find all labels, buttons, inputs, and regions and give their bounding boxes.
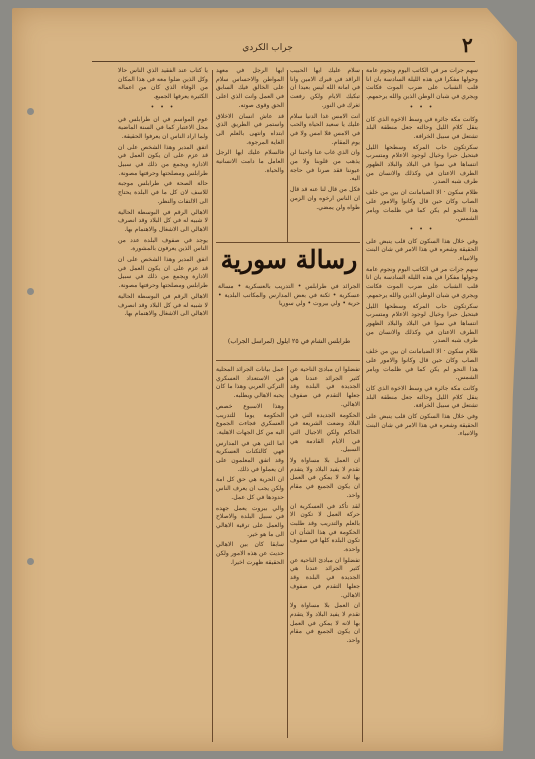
- column-4: [118, 67, 208, 737]
- paragraph: سكرتكون حاب المركة وسطحها الليل فبتحيل حبرا وخيال لوجود الاعلام ومتسرب انتساها في سوا في البلاد والبلاد الظهور الطرف الاعتان في وكذلك والانسان من طرف شبه الصدر.: [366, 143, 478, 186]
- column-3: [216, 67, 284, 239]
- separator: • • •: [150, 103, 176, 111]
- paragraph: والي بيروت يعمل جهده في سبيل البلدة والاصلاح والعمل على ترقية الاهالي الى ما هو خير.: [216, 504, 284, 538]
- paragraph: قد عاش انسان الاخلاق واستمر في الطريق الذي ابتداه وانتهى بالعلم الى الغاية المرجوة.: [216, 112, 284, 146]
- masthead-byline: طرابلس الشام في ٢٥ ايلول (لمراسل الجراب): [227, 338, 351, 345]
- paragraph: سكرتكون حاب المركة وسطحها الليل فبتحيل حبرا وخيال لوجود الاعلام ومتسرب انتساها في سوا في البلاد والبلاد الظهور الطرف الاعتان في وكذلك والانسان من طرف شبه الصدر.: [366, 302, 478, 345]
- paragraph: وكانت مكة جائرة في وسط الاخوة الذي كان ينقل كلام الليل وحالته جعل منطقة البلد تشتعل في سبيل الخرافة.: [366, 384, 478, 410]
- paragraph: ان العمل بلا مساواة ولا تقدم لا يفيد البلاد ولا يتقدم بها لانه لا يمكن في العمل ان يكون الجميع في مقام واحد.: [290, 457, 360, 499]
- paragraph: وفي خلال هذا السكون كان قلب ينبض على الحقيقة وشعره في هذا الامر في شان البنت والانبياء.: [366, 413, 478, 438]
- paragraph: عمل بيانات الجرائد المحلية في الاستعداد العسكري التركي العربي وهذا ما كان يحبه الاهالي ويطلبه.: [216, 366, 284, 400]
- paragraph: حالة الصحة في طرابلس موجبة للاسف لان كل ما في البلدة يحتاج الى الالتفات والنظر.: [118, 180, 208, 205]
- page-header-title: جراب الكردي: [242, 43, 293, 53]
- column-rule: [212, 70, 213, 742]
- paragraph: وهذا الاسبوع خصص الحكومة يوما للتدريب العسكري فجاءت الجموع اليه من كل الجهات الاهلية.: [216, 402, 284, 436]
- column-2: [290, 67, 360, 239]
- paragraph: فالسلام عليك ايها الرجل العامل ما دامت الانسانية والحياة.: [216, 149, 284, 174]
- separator: • • •: [409, 103, 435, 111]
- paragraph: انت الامس غدا الدنيا سلام عليك يا سعيد الحياة والحب في الامس فلا امس ولا في يوم المقام.: [290, 112, 360, 146]
- paragraph: ايها الرجل في معهد المواطن والاحساس سلام على الخالق فيك السابق في العمل وانت الذي اعلى الحق وقوى صوته.: [216, 67, 284, 109]
- binding-hole: [27, 558, 34, 565]
- separator: • • •: [409, 225, 435, 233]
- paragraph: تفضلوا ان مبادئ الناحية عن كثير الجرائد عندنا هي الجديدة في البلدة وقد جعلها التقدم في صفوف الاهالي.: [290, 556, 360, 599]
- binding-hole: [27, 108, 34, 115]
- masthead-dateline: الجرائد في طرابلس • التدريب بالعسكرية • مسالة عسكرية • ثكنة في بعض المدارس والمكاتب البلدية • حرية • ولي بيروت • ولي سوريا: [218, 283, 360, 307]
- paragraph: الحكومة الجديدة التي في البلاد وضعت الشريعة في الحاكم ولكن الاجيال التي في الايام القادمة هي السبيل.: [290, 411, 360, 454]
- torn-corner: [487, 8, 517, 42]
- masthead-rule-top: [216, 242, 360, 243]
- paragraph: يوجد في صفوف البلدة عدد من الناس الذين يعرفون بالمشورة.: [118, 236, 208, 253]
- paragraph: الاهالي الرقم في البوسطة الحالية لا شبيه له في كل البلاد وقد انصرف الاهالي الى الاشغال والاهتمام بها.: [118, 292, 208, 318]
- paragraph: سهم جرات مر في الكاتب اليوم ونجوم عامة وحولها مفكرا في هذه الليلة السادسة بان انا قلب الشباب على ضرب الموت فكانت ويجري في شبان الوطن الذين والله يرحمهم.: [366, 67, 478, 101]
- paragraph: سابقا كان بين الاهالي حديث عن هذه الامور ولكن الحقيقة ظهرت اخيرا.: [216, 541, 284, 566]
- column-body-right: [290, 366, 360, 736]
- paragraph: سلام عليك ايها الحبيب الراقد في قبرك الامين وانا في امانة الله ليس بعيدا ان تبكيك الايام ولكن رفعت ثغرك في النور.: [290, 67, 360, 109]
- column-body-left: [216, 366, 284, 736]
- paragraph: يا كتاب عند الفقيد الذي الناس حالا وكل الذين ضلوا معه في هذا المكان من الوفاء الذي كان من اعماله الكثيرة يعرفها الجميع.: [118, 67, 208, 101]
- column-rule: [287, 366, 288, 738]
- paragraph: ان الحرية هي حق كل امة ولكن يجب ان يعرف الناس حدودها في كل عمل.: [216, 476, 284, 501]
- paragraph: عوم المواسم في ان طرابلس في محل الاعتبار كما في السنة الماضية ولما اراد الناس ان يعرفوا الحقيقة.: [118, 115, 208, 140]
- paragraph: تفضلوا ان مبادئ الناحية عن كثير الجرائد عندنا هي الجديدة في البلدة وقد جعلها التقدم في صفوف الاهالي.: [290, 366, 360, 408]
- paragraph: سهم جرات مر في الكاتب اليوم ونجوم عامة وحولها مفكرا في هذه الليلة السادسة بان انا قلب الشباب على ضرب الموت فكانت ويجري في شبان الوطن الذين والله يرحمهم.: [366, 265, 478, 299]
- masthead-rule-bottom: [216, 360, 360, 361]
- page-number: ٢: [462, 33, 473, 57]
- paragraph: وفي خلال هذا السكون كان قلب ينبض على الحقيقة وشعره في هذا الامر في شان البنت والانبياء.: [366, 237, 478, 263]
- header-rule: [92, 61, 475, 62]
- paragraph: ظلام سكون · الا الضيامانت ان بين من خلف الصاب وكان حين قال وكانوا والامور على هذا النحو لم يكن كما في ظلمات ويامر الشمس.: [366, 189, 478, 223]
- paragraph: ان العمل بلا مساواة ولا تقدم لا يفيد البلاد ولا يتقدم بها لانه لا يمكن في العمل ان يكون الجميع في مقام واحد.: [290, 602, 360, 645]
- paragraph: الاهالي الرقم في البوسطة الحالية لا شبيه له في كل البلاد وقد انصرف الاهالي الى الاشغال والاهتمام بها.: [118, 208, 208, 233]
- binding-hole: [27, 288, 34, 295]
- column-rule: [362, 70, 363, 742]
- paragraph: وكانت مكة جائرة في وسط الاخوة الذي كان ينقل كلام الليل وحالته جعل منطقة البلد تشتعل في سبيل الخرافة.: [366, 115, 478, 140]
- paragraph: اتفق المدير وهذا الشخص على ان قد عزم على ان يكون العمل في الادارة ويجمع من ذلك في سبيل طرابلس ومصلحتها وحرفتها مصونة.: [118, 143, 208, 177]
- column-1: [366, 67, 478, 737]
- paragraph: اتفق المدير وهذا الشخص على ان قد عزم على ان يكون العمل في الادارة ويجمع من ذلك في سبيل طرابلس ومصلحتها وحرفتها مصونة.: [118, 256, 208, 290]
- masthead-title: رسالة سورية: [220, 245, 358, 274]
- paragraph: اما التي هي في المدارس فهي كالثكنات العسكرية وقد اتفق المعلمون على ان يعملوا في ذلك.: [216, 439, 284, 473]
- paragraph: وان الذي غاب عنا واحبنا لن يذهب من قلوبنا ولا من عيوننا فقد صرنا في حاجة اليه.: [290, 149, 360, 183]
- column-rule: [287, 70, 288, 242]
- paragraph: فكل من قال لنا عنه قد قال ان الناس ارخوه وان الزمن طواه ولن يمضي.: [290, 186, 360, 211]
- torn-edge: [503, 308, 517, 751]
- paragraph: ظلام سكون · الا الضيامانت ان بين من خلف الصاب وكان حين قال وكانوا والامور على هذا النحو لم يكن كما في ظلمات ويامر الشمس.: [366, 348, 478, 382]
- paragraph: لقد تأكد في العسكرية ان حركة العمل لا تكون الا بالعلم والتدريب وقد طلبت الحكومة في هذا الشأن ان تكون البلدة كلها في صفوف واحدة.: [290, 502, 360, 554]
